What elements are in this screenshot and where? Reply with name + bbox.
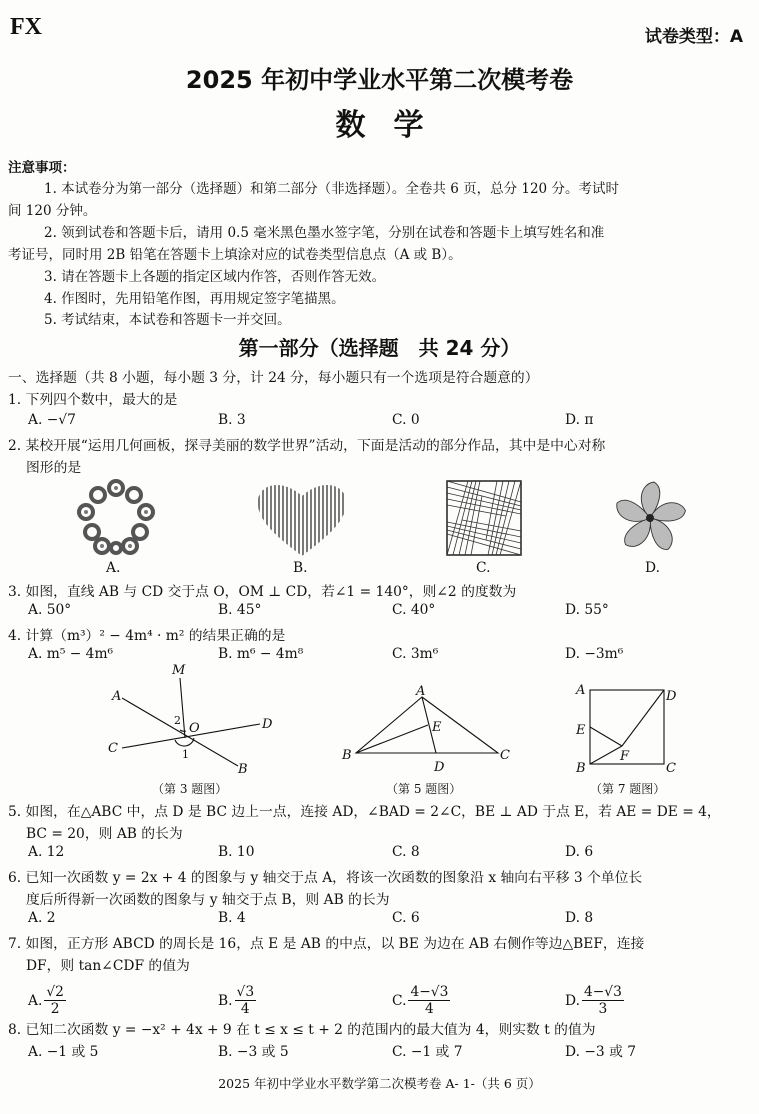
section-title: 第一部分（选择题 共 24 分） <box>238 336 521 360</box>
figure-5-caption: （第 5 题图） <box>386 782 462 796</box>
q6-stem-2: 度后所得新一次函数的图象与 y 轴交于点 B，则 AB 的长为 <box>26 892 390 908</box>
fig5-label-a: A <box>416 684 426 699</box>
q2-stem-1: 2. 某校开展“运用几何画板，探寻美丽的数学世界”活动，下面是活动的部分作品，其中是中心对称 <box>8 438 606 454</box>
q4-stem: 4. 计算（m³）² − 4m⁴ · m² 的结果正确的是 <box>8 628 286 644</box>
q7-option-c-letter: C. <box>392 992 407 1009</box>
q7-option-d-den: 3 <box>598 1001 608 1017</box>
paper-type: 试卷类型：A <box>644 27 743 47</box>
fig7-label-d: D <box>666 689 677 704</box>
q6-option-b: B. 4 <box>218 910 246 926</box>
fig5-label-c: C <box>500 748 510 763</box>
figure-5 <box>340 685 520 780</box>
fig5-label-e: E <box>432 720 442 735</box>
q7-stem-2: DF，则 tan∠CDF 的值为 <box>26 958 190 974</box>
fig7-label-c: C <box>666 761 676 776</box>
q7-option-a <box>28 984 66 1017</box>
q8-stem: 8. 已知二次函数 y = −x² + 4x + 9 在 t ≤ x ≤ t + 2 的范围内的最大值为 4，则实数 t 的值为 <box>8 1022 596 1038</box>
q7-option-c <box>392 984 450 1017</box>
q7-stem-1: 7. 如图，正方形 ABCD 的周长是 16，点 E 是 AB 的中点，以 BE 为边在 AB 右侧作等边△BEF，连接 <box>8 936 645 952</box>
notes-line-2: 2. 领到试卷和答题卡后，请用 0.5 毫米黑色墨水签字笔，分别在试卷和答题卡上填写姓名和准 <box>44 225 605 241</box>
notes-line-5: 5. 考试结束，本试卷和答题卡一并交回。 <box>44 312 291 328</box>
q5-option-b: B. 10 <box>218 844 255 860</box>
fig3-label-b: B <box>238 762 248 777</box>
paper-code: FX <box>10 14 42 40</box>
q6-option-c: C. 6 <box>392 910 420 926</box>
q2-stem-2: 图形的是 <box>26 460 82 476</box>
q6-option-a: A. 2 <box>28 910 56 926</box>
q1-option-d: D. π <box>565 412 594 428</box>
q3-stem: 3. 如图，直线 AB 与 CD 交于点 O，OM ⊥ CD，若∠1 = 140°，则∠2 的度数为 <box>8 584 517 600</box>
q2-label-b: B. <box>293 560 308 576</box>
q8-option-b: B. −3 或 5 <box>218 1044 289 1060</box>
q7-option-a-fraction <box>44 984 66 1017</box>
fig3-label-o: O <box>189 721 200 736</box>
q8-option-c: C. −1 或 7 <box>392 1044 463 1060</box>
q7-option-d-fraction <box>582 984 624 1017</box>
figure-7-caption: （第 7 题图） <box>590 782 666 796</box>
figure-3-caption: （第 3 题图） <box>152 782 228 796</box>
q7-option-c-fraction <box>408 984 450 1017</box>
figure-7 <box>570 680 690 780</box>
q1-option-b: B. 3 <box>218 412 246 428</box>
q2-figure-a <box>76 478 156 556</box>
q2-label-c: C. <box>476 560 491 576</box>
fig3-label-d: D <box>262 717 273 732</box>
fig3-angle-1: 1 <box>182 748 189 761</box>
q4-option-a: A. m⁵ − 4m⁶ <box>28 646 114 662</box>
q7-option-a-den: 2 <box>50 1001 60 1017</box>
fig3-label-a: A <box>112 689 122 704</box>
q5-stem-1: 5. 如图，在△ABC 中，点 D 是 BC 边上一点，连接 AD，∠BAD = 2∠C，BE ⊥ AD 于点 E，若 AE = DE = 4， <box>8 804 721 820</box>
section-instruction: 一、选择题（共 8 小题，每小题 3 分，计 24 分，每小题只有一个选项是符合题意的） <box>8 370 539 386</box>
q6-option-d: D. 8 <box>565 910 594 926</box>
q8-option-a: A. −1 或 5 <box>28 1044 99 1060</box>
q3-option-c: C. 40° <box>392 602 436 618</box>
fig7-label-f: F <box>620 749 630 764</box>
fig3-angle-2: 2 <box>174 714 181 727</box>
q7-option-b-letter: B. <box>218 992 233 1009</box>
q8-option-d: D. −3 或 7 <box>565 1044 637 1060</box>
notes-line-2b: 考证号，同时用 2B 铅笔在答题卡上填涂对应的试卷类型信息点（A 或 B）。 <box>8 247 462 263</box>
q7-option-d <box>565 984 624 1017</box>
notes-line-1: 1. 本试卷分为第一部分（选择题）和第二部分（非选择题）。全卷共 6 页，总分 120 分。考试时 <box>44 181 619 197</box>
q7-option-c-num: 4−√3 <box>410 984 449 1000</box>
q7-option-c-den: 4 <box>425 1001 434 1017</box>
fig7-label-a: A <box>576 683 586 698</box>
q3-option-b: B. 45° <box>218 602 262 618</box>
q7-option-a-num: √2 <box>46 984 64 1000</box>
q7-option-d-num: 4−√3 <box>583 984 622 1000</box>
q1-stem: 1. 下列四个数中，最大的是 <box>8 392 178 408</box>
q4-option-d: D. −3m⁶ <box>565 646 624 662</box>
q2-figure-b <box>256 480 348 558</box>
fig7-label-e: E <box>576 723 586 738</box>
fig5-label-b: B <box>342 748 352 763</box>
fig3-label-c: C <box>108 741 118 756</box>
q1-option-c: C. 0 <box>392 412 420 428</box>
exam-title: 2025 年初中学业水平第二次模考卷 <box>185 66 574 94</box>
notes-line-1b: 间 120 分钟。 <box>8 203 97 219</box>
subject-title: 数学 <box>335 108 452 143</box>
q5-option-a: A. 12 <box>28 844 65 860</box>
q2-label-d: D. <box>645 560 660 576</box>
q3-option-d: D. 55° <box>565 602 609 618</box>
q2-figure-d <box>610 478 690 558</box>
q4-option-b: B. m⁶ − 4m⁸ <box>218 646 304 662</box>
q3-option-a: A. 50° <box>28 602 72 618</box>
q7-option-b-num: √3 <box>236 984 255 1000</box>
q2-label-a: A. <box>106 560 121 576</box>
q7-option-a-letter: A. <box>28 992 43 1009</box>
notes-heading: 注意事项： <box>8 160 76 176</box>
q5-option-c: C. 8 <box>392 844 420 860</box>
page-footer: 2025 年初中学业水平数学第二次模考卷 A- 1-（共 6 页） <box>218 1076 541 1091</box>
q5-option-d: D. 6 <box>565 844 594 860</box>
q5-stem-2: BC = 20，则 AB 的长为 <box>26 826 183 842</box>
q7-option-d-letter: D. <box>565 992 580 1009</box>
q4-option-c: C. 3m⁶ <box>392 646 439 662</box>
q6-stem-1: 6. 已知一次函数 y = 2x + 4 的图象与 y 轴交于点 A，将该一次函数的图象沿 x 轴向右平移 3 个单位长 <box>8 870 643 886</box>
fig7-label-b: B <box>576 761 586 776</box>
q7-option-b-den: 4 <box>240 1001 250 1017</box>
q7-option-b <box>218 984 256 1017</box>
notes-line-4: 4. 作图时，先用铅笔作图，再用规定签字笔描黑。 <box>44 291 345 307</box>
fig5-label-d: D <box>434 760 445 775</box>
q2-figure-c <box>446 480 522 556</box>
q1-option-a: A. −√7 <box>28 412 76 428</box>
notes-line-3: 3. 请在答题卡上各题的指定区域内作答，否则作答无效。 <box>44 269 386 285</box>
figure-3 <box>100 660 280 780</box>
q7-option-b-fraction <box>235 984 257 1017</box>
fig3-label-m: M <box>172 663 186 678</box>
